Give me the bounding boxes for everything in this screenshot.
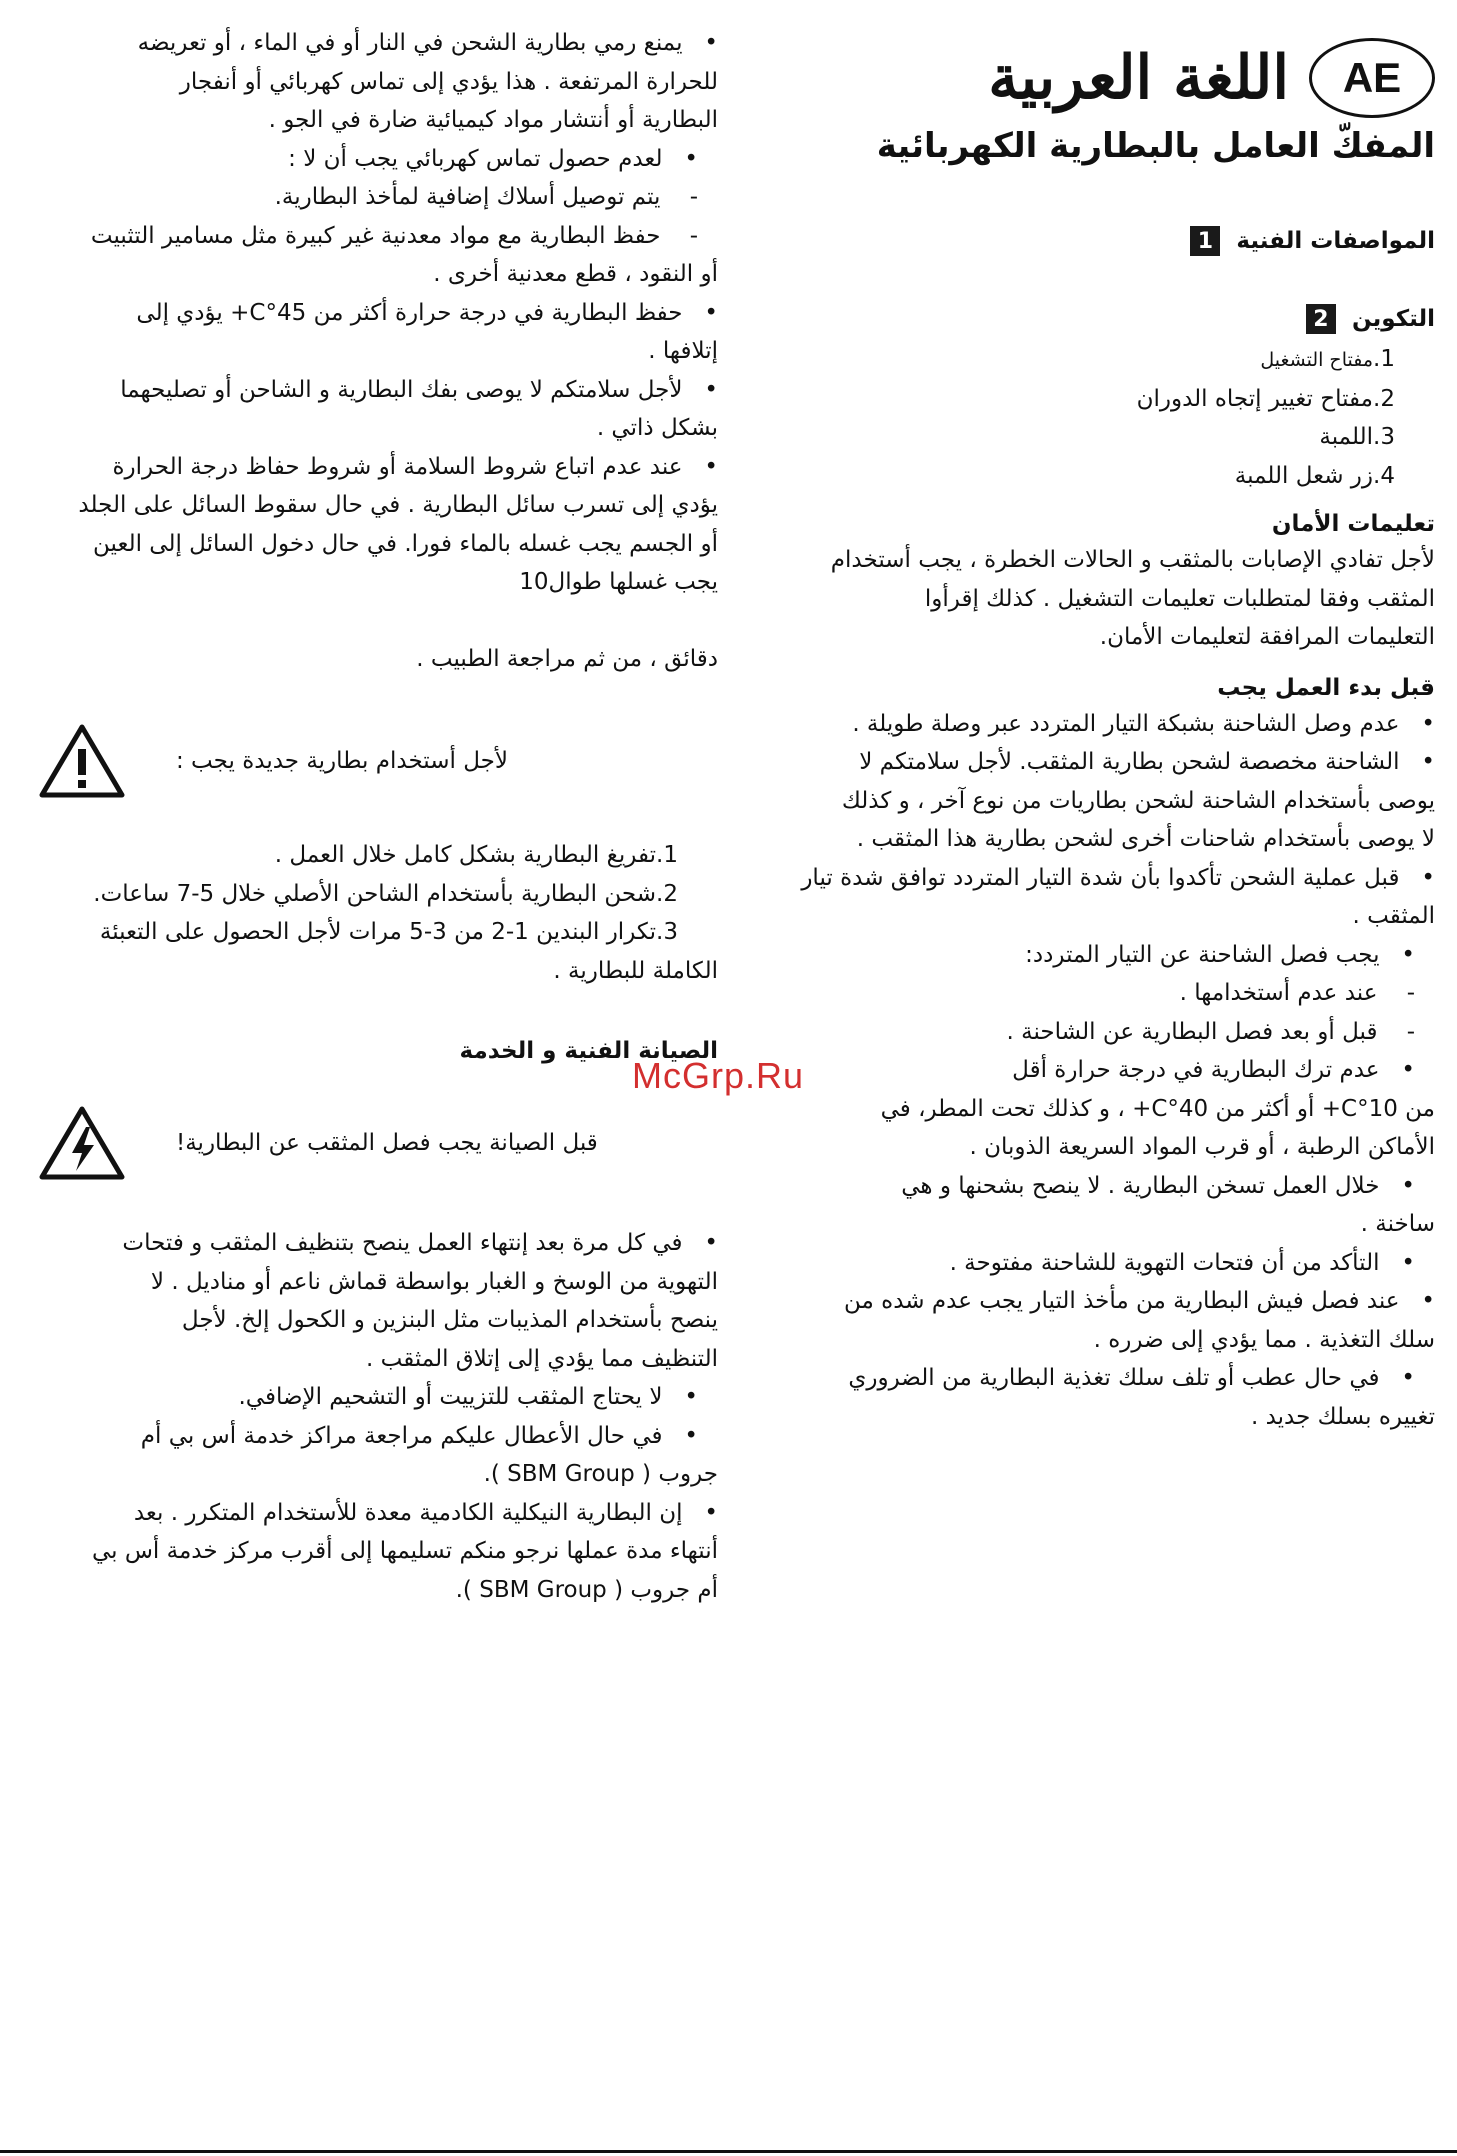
right-column xyxy=(695,340,1435,1436)
components-heading xyxy=(1306,302,1435,336)
paragraph-line: بشكل ذاتي . xyxy=(596,415,718,441)
bottom-rule xyxy=(0,2150,1457,2153)
list-item: 2.مفتاح تغيير إتجاه الدوران xyxy=(1136,385,1395,412)
list-item: • لعدم حصول تماس كهربائي يجب أن لا : xyxy=(38,140,718,179)
battery-safety-list xyxy=(38,24,718,602)
watermark: McGrp.Ru xyxy=(632,1055,805,1096)
paragraph-line: يؤدي إلى تسرب سائل البطارية . في حال سقوط السائل على الجلد xyxy=(78,492,718,518)
paragraph-line: إتلافها . xyxy=(648,338,718,364)
components-list xyxy=(695,340,1435,495)
list-item: - عند عدم أستخدامها . xyxy=(695,974,1435,1013)
paragraph-line: أو النقود ، قطع معدنية أخرى . xyxy=(433,261,718,287)
language-header xyxy=(988,38,1435,118)
paragraph-line: لأجل تفادي الإصابات بالمثقب و الحالات الخطرة ، يجب أستخدام xyxy=(830,547,1435,573)
paragraph-line: جروب ( SBM Group ). xyxy=(483,1461,718,1487)
list-item: 3.تكرار البندين 1-2 من 3-5 مرات لأجل الحصول على التعبئة xyxy=(99,919,678,945)
specs-figure-ref: 1 xyxy=(1190,226,1220,256)
list-item: • حفظ البطارية في درجة حرارة أكثر من 45°C+ يؤدي إلى xyxy=(38,294,718,333)
paragraph-line: تغييره بسلك جديد . xyxy=(1250,1403,1435,1430)
maintenance-warning-text: قبل الصيانة يجب فصل المثقب عن البطارية! xyxy=(176,1129,598,1156)
components-label: التكوين xyxy=(1351,306,1435,332)
list-item: - حفظ البطارية مع مواد معدنية غير كبيرة مثل مسامير التثبيت xyxy=(38,217,718,256)
left-column xyxy=(38,24,718,1609)
paragraph-line: ينصح بأستخدام المذيبات مثل البنزين و الكحول إلخ. لأجل xyxy=(181,1307,718,1333)
new-battery-warning-text: لأجل أستخدام بطارية جديدة يجب : xyxy=(176,747,508,774)
list-item: • الشاحنة مخصصة لشحن بطارية المثقب. لأجل سلامتكم لا xyxy=(695,743,1435,782)
maintenance-warning xyxy=(38,1098,718,1188)
before-work-list xyxy=(695,705,1435,1437)
list-item: 1.تفريغ البطارية بشكل كامل خلال العمل . xyxy=(274,842,678,868)
list-item: 1.مفتاح التشغيل xyxy=(1260,346,1395,372)
paragraph-line: يوصى بأستخدام الشاحنة لشحن بطاريات من نوع آخر ، و كذلك xyxy=(841,787,1435,814)
list-item: • التأكد من أن فتحات التهوية للشاحنة مفتوحة . xyxy=(695,1244,1435,1283)
paragraph-line: ساخنة . xyxy=(1360,1211,1435,1237)
paragraph-line: المثقب وفقا لمتطلبات تعليمات التشغيل . كذلك إقرأوا xyxy=(924,585,1435,612)
list-item: • قبل عملية الشحن تأكدوا بأن شدة التيار المتردد توافق شدة تيار xyxy=(695,859,1435,898)
list-item: • عند عدم اتباع شروط السلامة أو شروط حفاظ درجة الحرارة xyxy=(38,448,718,487)
paragraph-line: أنتهاء مدة عملها نرجو منكم تسليمها إلى أقرب مركز خدمة أس بي xyxy=(91,1538,718,1564)
list-item: • يمنع رمي بطارية الشحن في النار أو في الماء ، أو تعريضه xyxy=(38,24,718,63)
paragraph-line: التنظيف مما يؤدي إلى إتلاق المثقب . xyxy=(365,1345,718,1372)
warning-icon xyxy=(38,723,126,799)
list-item: 2.شحن البطارية بأستخدام الشاحن الأصلي خلال 5-7 ساعات. xyxy=(93,880,678,907)
list-item: • عند فصل فيش البطارية من مأخذ التيار يجب عدم شده من xyxy=(695,1282,1435,1321)
paragraph-line: يجب غسلها طوال10 xyxy=(519,569,718,595)
paragraph-line: أو الجسم يجب غسله بالماء فورا. في حال دخول السائل إلى العين xyxy=(93,530,718,557)
maintenance-heading: الصيانة الفنية و الخدمة xyxy=(459,1038,718,1064)
specs-heading xyxy=(1190,224,1435,258)
list-item: • في حال عطب أو تلف سلك تغذية البطارية من الضروري xyxy=(695,1359,1435,1398)
list-item: • خلال العمل تسخن البطارية . لا ينصح بشحنها و هي xyxy=(695,1167,1435,1206)
list-item: • لا يحتاج المثقب للتزييت أو التشحيم الإضافي. xyxy=(38,1378,718,1417)
paragraph-line: للحرارة المرتفعة . هذا يؤدي إلى تماس كهربائي أو أنفجار xyxy=(179,68,718,95)
paragraph-line: التهوية من الوسخ و الغبار بواسطة قماش ناعم أو مناديل . لا xyxy=(150,1268,718,1295)
language-code-badge: AE xyxy=(1309,38,1435,118)
list-item: 4.زر شعل اللمبة xyxy=(1234,462,1395,489)
paragraph-line: الكاملة للبطارية . xyxy=(553,957,718,984)
paragraph-line: المثقب . xyxy=(1352,903,1435,929)
product-title: المفكّ العامل بالبطارية الكهربائية xyxy=(876,126,1435,166)
list-item: • عدم ترك البطارية في درجة حرارة أقل xyxy=(695,1051,1435,1090)
list-item: • إن البطارية النيكلية الكادمية معدة للأستخدام المتكرر . بعد xyxy=(38,1494,718,1533)
paragraph-line: التعليمات المرافقة لتعليمات الأمان. xyxy=(1099,624,1435,650)
list-item: • في كل مرة بعد إنتهاء العمل ينصح بتنظيف المثقب و فتحات xyxy=(38,1224,718,1263)
maintenance-list xyxy=(38,1224,718,1609)
list-item: - قبل أو بعد فصل البطارية عن الشاحنة . xyxy=(695,1013,1435,1052)
list-item: 3.اللمبة xyxy=(1319,424,1395,450)
new-battery-warning xyxy=(38,716,718,806)
safety-heading: تعليمات الأمان xyxy=(1271,511,1435,537)
paragraph-line: البطارية أو أنتشار مواد كيميائية ضارة في الجو . xyxy=(268,107,718,133)
list-item: • يجب فصل الشاحنة عن التيار المتردد: xyxy=(695,936,1435,975)
new-battery-steps xyxy=(38,836,718,990)
paragraph-line: لا يوصى بأستخدام شاحنات أخرى لشحن بطارية هذا المثقب . xyxy=(856,826,1435,852)
components-figure-ref: 2 xyxy=(1306,304,1336,334)
electric-shock-warning-icon xyxy=(38,1105,126,1181)
paragraph-line: من 10°C+ أو أكثر من 40°C+ ، و كذلك تحت المطر، في xyxy=(880,1095,1435,1122)
paragraph-line: دقائق ، من ثم مراجعة الطبيب . xyxy=(416,645,718,672)
list-item: • عدم وصل الشاحنة بشبكة التيار المتردد عبر وصلة طويلة . xyxy=(695,705,1435,744)
language-title: اللغة العربية xyxy=(988,43,1289,113)
list-item: • لأجل سلامتكم لا يوصى بفك البطارية و الشاحن أو تصليحهما xyxy=(38,371,718,410)
paragraph-line: أم جروب ( SBM Group ). xyxy=(455,1576,718,1603)
specs-label: المواصفات الفنية xyxy=(1236,228,1435,254)
list-item: - يتم توصيل أسلاك إضافية لمأخذ البطارية. xyxy=(38,178,718,217)
before-work-heading: قبل بدء العمل يجب xyxy=(1217,674,1435,701)
list-item: • في حال الأعطال عليكم مراجعة مراكز خدمة أس بي أم xyxy=(38,1417,718,1456)
paragraph-line: سلك التغذية . مما يؤدي إلى ضرره . xyxy=(1093,1326,1435,1353)
paragraph-line: الأماكن الرطبة ، أو قرب المواد السريعة الذوبان . xyxy=(969,1134,1435,1160)
